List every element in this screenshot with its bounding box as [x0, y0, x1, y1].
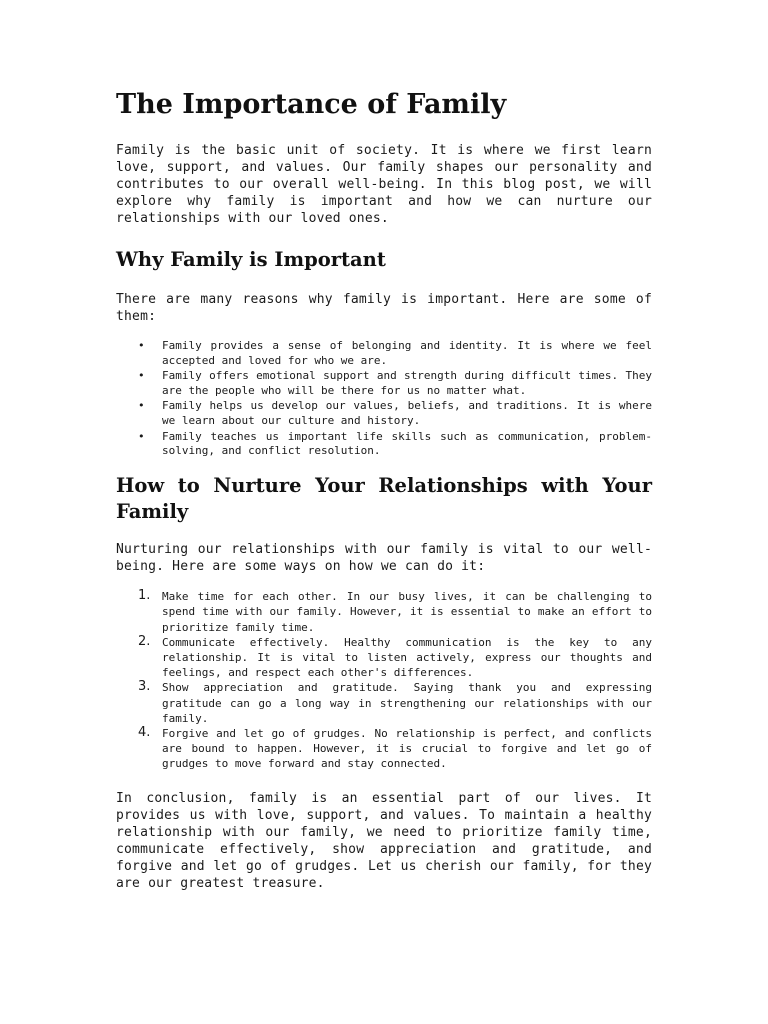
list-number: 2. — [138, 633, 151, 649]
bullet-icon: • — [138, 429, 145, 443]
reasons-list — [116, 339, 652, 459]
bullet-icon: • — [138, 399, 145, 413]
ways-list — [116, 589, 652, 771]
list-item-text: Family offers emotional support and strength during difficult times. They are the people who will be there for us no matter what. — [162, 369, 652, 397]
conclusion-paragraph: In conclusion, family is an essential part of our lives. It provides us with love, support, and values. To maintain a healthy relationship with our family, we need to prioritize family time, communicate effectively, show appreciation and gratitude, and forgive and let go of grudges. Let us cherish our family, for they are our greatest treasure. — [116, 790, 652, 891]
list-number: 3. — [138, 679, 151, 695]
document-page — [116, 88, 652, 892]
list-item — [116, 680, 652, 726]
section-heading-why-family: Why Family is Important — [116, 248, 386, 271]
list-item — [116, 589, 652, 635]
list-item — [116, 339, 652, 369]
list-number: 1. — [138, 588, 151, 604]
list-item-text: Make time for each other. In our busy lives, it can be challenging to spend time with our family. However, it is essential to make an effort to prioritize family time. — [162, 590, 652, 634]
list-item — [116, 369, 652, 399]
list-item — [116, 635, 652, 681]
bullet-icon: • — [138, 339, 145, 352]
list-item-text: Family helps us develop our values, beliefs, and traditions. It is where we learn about our culture and history. — [162, 399, 652, 428]
list-item — [116, 726, 652, 772]
list-item-text: Show appreciation and gratitude. Saying thank you and expressing gratitude can go a long way in strengthening our relationships with our family. — [162, 681, 652, 725]
page-title: The Importance of Family — [116, 89, 507, 120]
section-lead-nurture: Nurturing our relationships with our family is vital to our well-being. Here are some ways on how we can do it: — [116, 542, 652, 575]
section-lead-why-family: There are many reasons why family is important. Here are some of them: — [116, 292, 652, 324]
section-heading-nurture: How to Nurture Your Relationships with Your Family — [116, 474, 652, 524]
list-item-text: Family teaches us important life skills such as communication, problem-solving, and conflict resolution. — [162, 429, 652, 458]
intro-paragraph: Family is the basic unit of society. It is where we first learn love, support, and values. Our family shapes our personality and contributes to our overall well-being. In this blog post, we will explore why family is important and how we can nurture our relationships with our loved ones. — [116, 143, 652, 226]
list-item — [116, 430, 652, 460]
list-item-text: Family provides a sense of belonging and identity. It is where we feel accepted and loved for who we are. — [162, 339, 652, 367]
list-item-text: Forgive and let go of grudges. No relationship is perfect, and conflicts are bound to happen. However, it is crucial to forgive and let go of grudges to move forward and stay connected. — [162, 726, 652, 771]
bullet-icon: • — [138, 369, 145, 383]
list-number: 4. — [138, 724, 151, 740]
list-item-text: Communicate effectively. Healthy communication is the key to any relationship. It is vital to listen actively, express our thoughts and feelings, and respect each other's differences. — [162, 635, 652, 680]
list-item — [116, 399, 652, 429]
